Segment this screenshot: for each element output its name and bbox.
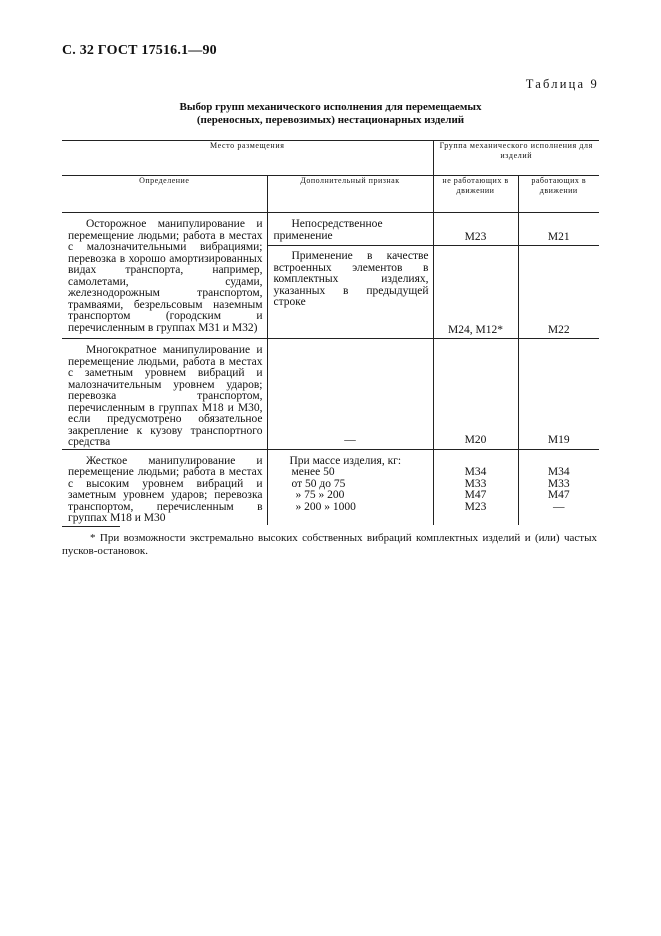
table-row [62,213,599,246]
row1-additional-1: Непосредственное применение [267,213,433,246]
row3-not-moving [433,449,518,525]
footnote-rule [62,526,120,527]
mass-value: — [553,500,565,513]
header-additional: Дополнительный признак [267,176,433,213]
row3-definition: Жесткое манипулирование и перемещение людьми; работа в местах с высоким уровнем вибраций и заметным уровнем ударов; перевозка транспортом, перечисленным в группах М18 и М30 [68,454,263,524]
table-title-line-1: Выбор групп механического исполнения для перемещаемых [179,101,482,113]
header-moving: работающих в движении [518,176,599,213]
row1-not-moving-2: М24, М12* [433,246,518,339]
row2-definition: Многократное манипулирование и перемещение людьми, работа в местах с заметным уровнем вибраций и малозначительным уровнем ударов; перевозка транспортом, перечисленным в группах М18 и М30, если предусмотрено обязательное закрепление к кузову транспортного средства [62,339,267,450]
mass-value: М34 [547,466,570,478]
page-header: С. 32 ГОСТ 17516.1—90 [62,43,217,58]
mass-range: менее 50 [291,466,335,478]
table-title [0,101,661,127]
table-title-line-2: (переносных, перевозимых) нестационарных изделий [196,114,465,126]
mass-value: М47 [464,489,487,501]
mass-value: М47 [547,489,570,501]
row2-not-moving: М20 [433,339,518,450]
row2-moving: М19 [518,339,599,450]
mass-value: М34 [464,466,487,478]
mass-value: М33 [547,477,570,490]
mechanical-groups-table [62,140,599,525]
mass-title: При массе изделия, кг: [289,454,402,467]
row1-not-moving-1: М23 [433,213,518,246]
table-row [62,449,599,525]
mass-value: М23 [464,500,487,513]
row3-additional [267,449,433,525]
mass-range: » 75 » 200 [295,489,345,501]
row1-moving-2: М22 [518,246,599,339]
row3-moving [518,449,599,525]
mass-range: » 200 » 1000 [295,500,356,513]
row2-additional: — [267,339,433,450]
row1-additional-2: Применение в качестве встроенных элементов в комплектных изделиях, указанных в предыдущей строке [267,246,433,339]
mass-range: от 50 до 75 [291,477,346,490]
footnote: * При возможности экстремально высоких собственных вибраций комплектных изделий и (или) частых пусков-остановок. [62,532,597,557]
header-definition: Определение [62,176,267,213]
row1-moving-1: М21 [518,213,599,246]
row1-definition: Осторожное манипулирование и перемещение людьми; работа в местах с малозначительными вибрациями; перевозка в хорошо амортизированных видах транспорта, например, самолетами, судами, железнодорожным транспортом, трамваями, безрельсовым наземным транспортом (городским и перечисленным в группах М31 и М32) [62,213,267,339]
mass-value: М33 [464,477,487,490]
table-row [62,339,599,450]
header-not-moving: не работающих в движении [433,176,518,213]
table-number: Таблица 9 [525,77,599,91]
header-group: Группа механического исполнения для изделий [433,141,599,176]
header-placement: Место размещения [62,141,433,176]
